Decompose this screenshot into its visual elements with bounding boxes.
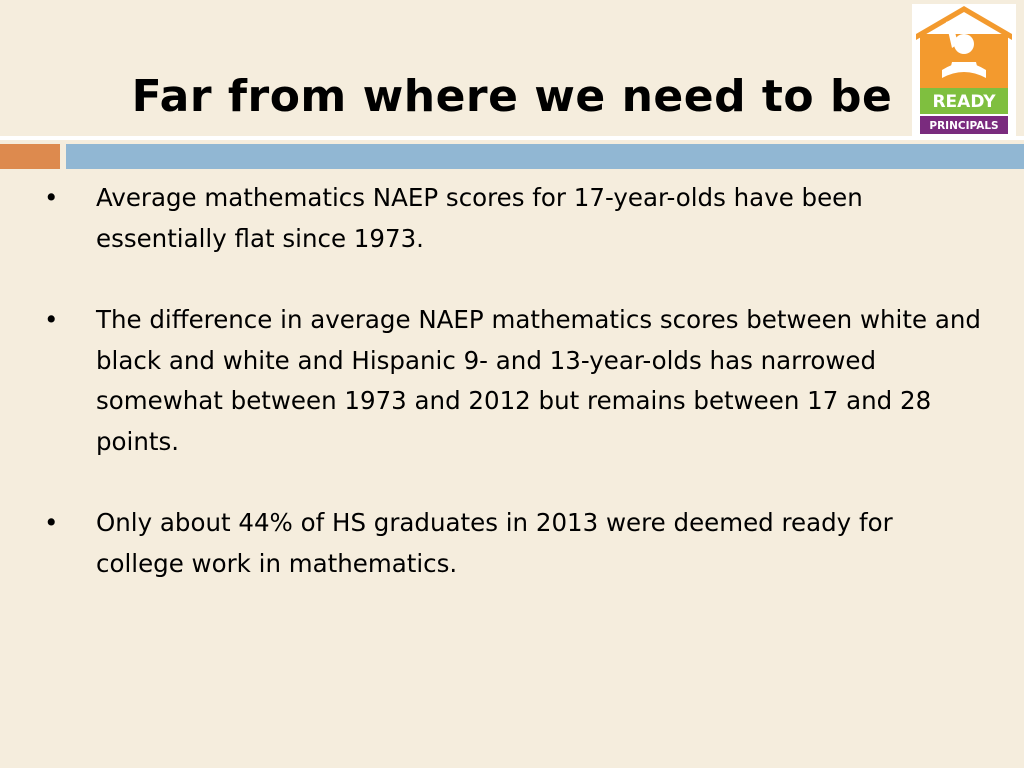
bullet-marker: •: [44, 305, 59, 334]
ready-principals-logo: [912, 4, 1016, 138]
bullet-item: [42, 178, 982, 259]
bullet-text: The difference in average NAEP mathematics scores between white and black and white and Hispanic 9- and 13-year-olds has narrowed somewhat between 1973 and 2012 but remains between 17 and 28 points.: [96, 305, 981, 456]
logo-graphic: [912, 4, 1016, 138]
logo-line1: READY: [932, 92, 996, 112]
bullet-item: [42, 300, 982, 462]
bullet-marker: •: [44, 183, 59, 212]
bullet-text: Average mathematics NAEP scores for 17-year-olds have been essentially flat since 1973.: [96, 183, 863, 253]
slide-title: Far from where we need to be: [131, 71, 893, 122]
bullet-marker: •: [44, 508, 59, 537]
accent-bar-orange: [0, 144, 60, 169]
title-divider-line: [0, 136, 1024, 140]
bullet-text: Only about 44% of HS graduates in 2013 were deemed ready for college work in mathematics.: [96, 508, 893, 578]
bullet-list: [42, 178, 982, 625]
bullet-item: [42, 503, 982, 584]
logo-line2: PRINCIPALS: [929, 120, 999, 132]
accent-bar-blue: [66, 144, 1024, 169]
